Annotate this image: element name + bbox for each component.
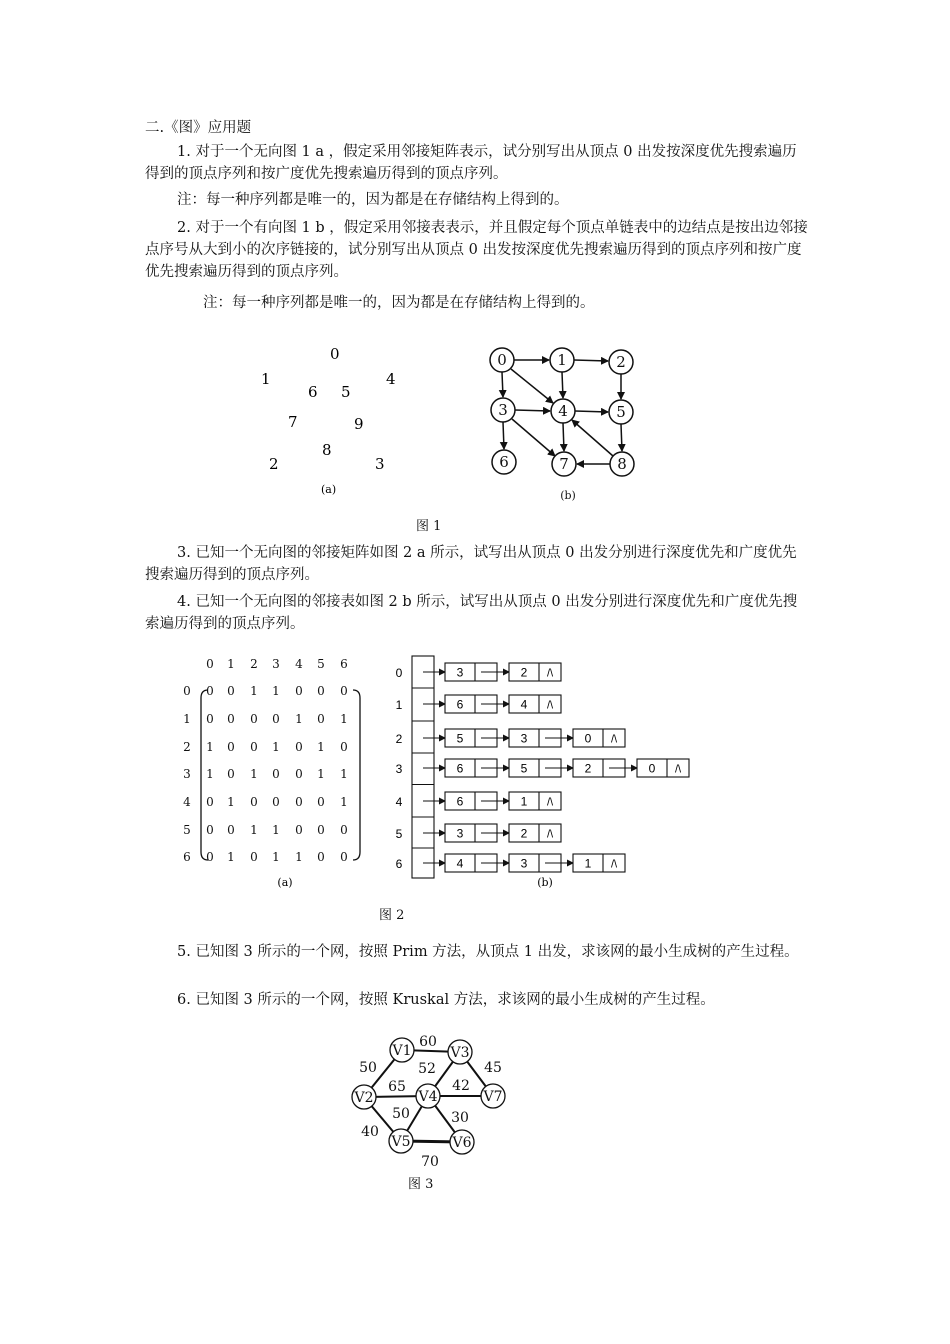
edge-node-value: 3 — [520, 856, 528, 871]
matrix-row-header: 4 — [183, 795, 191, 809]
figure-1a — [261, 345, 396, 496]
null-pointer: /\ — [546, 796, 554, 809]
fig3-weight: 50 — [392, 1106, 410, 1122]
edge-node — [509, 695, 561, 713]
fig3-weight: 40 — [361, 1124, 379, 1140]
fig1b-node: 7 — [559, 455, 569, 473]
fig1b-node: 6 — [499, 453, 509, 471]
figure-2b-adjacency-list — [385, 652, 695, 892]
edge-node-value: 0 — [648, 761, 656, 776]
matrix-cell: 1 — [227, 795, 235, 809]
matrix-cell: 1 — [340, 795, 348, 809]
matrix-cell: 1 — [250, 823, 258, 837]
edge-node — [509, 663, 561, 681]
matrix-cell: 1 — [317, 767, 325, 781]
fig3-weight: 50 — [359, 1060, 377, 1076]
fig3-weight: 70 — [421, 1154, 439, 1170]
null-pointer: /\ — [546, 699, 554, 712]
matrix-cell: 1 — [250, 767, 258, 781]
matrix-cell: 1 — [206, 740, 214, 754]
matrix-col-header: 1 — [227, 657, 235, 671]
matrix-cell: 0 — [250, 740, 258, 754]
matrix-cell: 0 — [250, 712, 258, 726]
vertex-index: 5 — [395, 827, 403, 841]
matrix-cell: 0 — [227, 712, 235, 726]
adjacency-structure — [396, 656, 689, 878]
matrix-cell: 0 — [206, 712, 214, 726]
matrix-cell: 0 — [340, 823, 348, 837]
fig1a-number: 9 — [354, 415, 364, 433]
fig3-weight: 45 — [484, 1060, 502, 1076]
fig1b-node: 0 — [497, 351, 507, 369]
fig1b-node: 3 — [498, 401, 508, 419]
matrix-cell: 0 — [227, 740, 235, 754]
matrix-row-header: 0 — [183, 684, 191, 698]
matrix-cell: 0 — [227, 684, 235, 698]
null-pointer: /\ — [610, 858, 618, 871]
edge-node-value: 3 — [520, 731, 528, 746]
figure-2a-matrix — [175, 652, 375, 892]
matrix-cell: 1 — [272, 850, 280, 864]
matrix-cell: 0 — [227, 823, 235, 837]
matrix-cell: 0 — [340, 684, 348, 698]
fig1a-number: 2 — [269, 455, 279, 473]
matrix-cell: 0 — [295, 795, 303, 809]
matrix-col-header: 3 — [272, 657, 280, 671]
fig1a-number: 3 — [375, 455, 385, 473]
fig1a-number: 7 — [288, 413, 298, 431]
vertex-index: 1 — [395, 698, 403, 712]
matrix-cell: 0 — [317, 712, 325, 726]
fig3-weight: 60 — [419, 1034, 437, 1050]
matrix-cell: 0 — [206, 795, 214, 809]
edge-node-value: 0 — [584, 731, 592, 746]
edge-node-value: 6 — [456, 794, 464, 809]
matrix-row-headers — [183, 684, 191, 864]
edge-node-value: 6 — [456, 761, 464, 776]
fig1b-node: 5 — [616, 403, 626, 421]
edge-node-value: 1 — [584, 856, 592, 871]
fig3-node-v7: V7 — [483, 1089, 503, 1105]
fig1a-number: 6 — [308, 383, 318, 401]
edge-node-value: 4 — [456, 856, 464, 871]
figure-1-caption: 图 1 — [416, 519, 442, 534]
fig2b-label: (b) — [537, 876, 553, 889]
section-heading: 二.《图》应用题 — [145, 120, 252, 136]
fig3-node-v5: V5 — [391, 1134, 411, 1150]
matrix-row-header: 2 — [183, 740, 191, 754]
matrix-cell: 0 — [206, 684, 214, 698]
matrix-row-header: 3 — [183, 767, 191, 781]
matrix-cell: 0 — [317, 684, 325, 698]
vertex-index: 0 — [395, 666, 403, 680]
edge-node-value: 3 — [456, 665, 464, 680]
edge-node-value: 2 — [520, 665, 528, 680]
fig3-node-v6: V6 — [452, 1135, 472, 1151]
matrix-cell: 0 — [272, 767, 280, 781]
matrix-cell: 0 — [250, 850, 258, 864]
note-2: 注：每一种序列都是唯一的，因为都是在存储结构上得到的。 — [203, 295, 595, 311]
edge-node — [573, 729, 625, 747]
matrix-cell: 1 — [340, 712, 348, 726]
matrix-cell: 0 — [206, 823, 214, 837]
fig3-node-v3: V3 — [450, 1045, 470, 1061]
matrix-col-header: 4 — [295, 657, 303, 671]
edge-node-value: 4 — [520, 697, 528, 712]
null-pointer: /\ — [546, 828, 554, 841]
figure-3-network — [340, 1025, 520, 1175]
matrix-cell: 0 — [206, 850, 214, 864]
fig1a-number: 4 — [386, 370, 396, 388]
edge-node-value: 2 — [584, 761, 592, 776]
matrix-cell: 1 — [295, 850, 303, 864]
question-4: 4. 已知一个无向图的邻接表如图 2 b 所示，试写出从顶点 0 出发分别进行深度优先和广度优先搜索遍历得到的顶点序列。 — [145, 594, 798, 632]
matrix-cell: 0 — [295, 740, 303, 754]
fig3-weight: 30 — [451, 1110, 469, 1126]
question-1: 1. 对于一个无向图 1 a ，假定采用邻接矩阵表示，试分别写出从顶点 0 出发按深度优先搜索遍历得到的顶点序列和按广度优先搜索遍历得到的顶点序列。 — [145, 144, 797, 182]
edge-node-value: 5 — [456, 731, 464, 746]
fig3-weight: 52 — [418, 1061, 436, 1077]
vertex-index: 4 — [395, 795, 403, 809]
matrix-cell: 0 — [340, 850, 348, 864]
figure-1 — [240, 335, 660, 515]
matrix-cell: 1 — [227, 850, 235, 864]
edge-node — [509, 824, 561, 842]
fig3-weight: 65 — [388, 1079, 406, 1095]
question-6: 6. 已知图 3 所示的一个网，按照 Kruskal 方法，求该网的最小生成树的产生过程。 — [177, 992, 715, 1008]
matrix-cell: 0 — [295, 767, 303, 781]
fig3-weight: 42 — [452, 1078, 470, 1094]
matrix-cell: 1 — [272, 684, 280, 698]
matrix-cell: 1 — [295, 712, 303, 726]
matrix-row-header: 1 — [183, 712, 191, 726]
fig1b-node: 8 — [617, 455, 627, 473]
question-3: 3. 已知一个无向图的邻接矩阵如图 2 a 所示，试写出从顶点 0 出发分别进行深度优先和广度优先搜索遍历得到的顶点序列。 — [145, 545, 797, 583]
vertex-vector — [412, 656, 434, 878]
matrix-cell: 0 — [317, 850, 325, 864]
matrix-cell: 1 — [272, 823, 280, 837]
matrix-right-bracket — [353, 690, 360, 860]
edge-node-value: 6 — [456, 697, 464, 712]
figure-2-caption: 图 2 — [379, 908, 405, 923]
fig1a-number: 8 — [322, 441, 332, 459]
null-pointer: /\ — [546, 667, 554, 680]
edge-node — [637, 759, 689, 777]
fig1a-label: (a) — [321, 483, 337, 496]
matrix-cell: 0 — [295, 684, 303, 698]
matrix-column-headers — [206, 657, 348, 671]
edge-node-value: 3 — [456, 826, 464, 841]
matrix-cells — [206, 684, 348, 864]
fig1a-number: 1 — [261, 370, 271, 388]
fig1b-label: (b) — [560, 489, 576, 502]
null-pointer: /\ — [610, 733, 618, 746]
fig3-node-v1: V1 — [392, 1043, 412, 1059]
fig1b-node: 4 — [558, 402, 568, 420]
matrix-cell: 0 — [272, 795, 280, 809]
matrix-cell: 0 — [295, 823, 303, 837]
matrix-cell: 0 — [317, 823, 325, 837]
vertex-index: 6 — [395, 857, 403, 871]
fig1b-node: 2 — [616, 353, 626, 371]
matrix-cell: 0 — [227, 767, 235, 781]
fig1a-number: 5 — [341, 383, 351, 401]
matrix-cell: 1 — [340, 767, 348, 781]
null-pointer: /\ — [674, 763, 682, 776]
vertex-index: 2 — [395, 732, 403, 746]
fig2a-label: (a) — [277, 876, 293, 889]
matrix-col-header: 6 — [340, 657, 348, 671]
matrix-col-header: 0 — [206, 657, 214, 671]
question-2: 2. 对于一个有向图 1 b ，假定采用邻接表表示，并且假定每个顶点单链表中的边结点是按出边邻接点序号从大到小的次序链接的，试分别写出从顶点 0 出发按深度优先搜索遍历得到的顶点序列和按广度优先搜索遍历得到的顶点序列。 — [145, 220, 808, 280]
fig1a-number: 0 — [330, 345, 340, 363]
vertex-index: 3 — [395, 762, 403, 776]
matrix-cell: 1 — [317, 740, 325, 754]
figure-3-caption: 图 3 — [408, 1177, 434, 1192]
note-1: 注：每一种序列都是唯一的，因为都是在存储结构上得到的。 — [177, 192, 569, 208]
matrix-cell: 0 — [317, 795, 325, 809]
edge-node-value: 2 — [520, 826, 528, 841]
matrix-row-header: 5 — [183, 823, 191, 837]
matrix-cell: 0 — [340, 740, 348, 754]
fig1b-node: 1 — [557, 351, 567, 369]
matrix-cell: 0 — [250, 795, 258, 809]
edge-node — [573, 854, 625, 872]
matrix-col-header: 2 — [250, 657, 258, 671]
question-5: 5. 已知图 3 所示的一个网，按照 Prim 方法，从顶点 1 出发，求该网的最小生成树的产生过程。 — [177, 944, 799, 960]
edge-node-value: 1 — [520, 794, 528, 809]
edge-node-value: 5 — [520, 761, 528, 776]
matrix-cell: 1 — [272, 740, 280, 754]
matrix-cell: 1 — [206, 767, 214, 781]
matrix-cell: 0 — [272, 712, 280, 726]
edge-node — [509, 792, 561, 810]
matrix-col-header: 5 — [317, 657, 325, 671]
matrix-cell: 1 — [250, 684, 258, 698]
fig3-node-v2: V2 — [354, 1090, 374, 1106]
matrix-row-header: 6 — [183, 850, 191, 864]
fig3-node-v4: V4 — [418, 1089, 438, 1105]
